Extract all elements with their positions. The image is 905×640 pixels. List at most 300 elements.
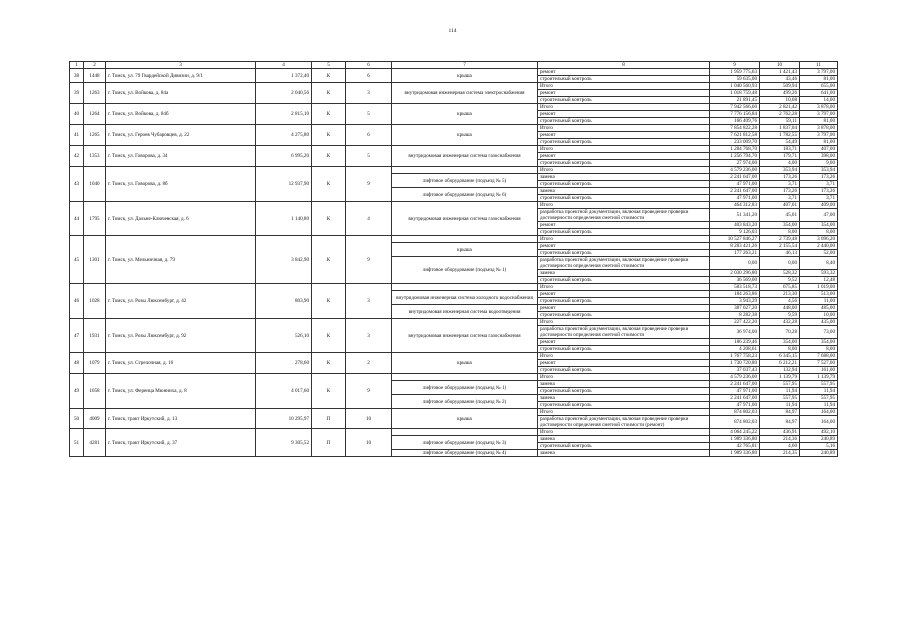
unit-cost: 6 212,21 [760, 360, 800, 367]
table-row [70, 353, 838, 360]
row-number: 51 [70, 429, 84, 457]
area: 9 305,52 [256, 429, 312, 457]
limit-cost: 47,00 [800, 209, 838, 222]
work-type: лифтовое оборудование (подъезд № 5) [392, 174, 538, 188]
limit-cost: 8,00 [800, 229, 838, 236]
floors: 10 [346, 429, 392, 457]
work-type: внутридомовая инженерная система холодного водоснабжения [392, 291, 538, 305]
floors: 9 [346, 167, 392, 202]
limit-cost: 10,00 [800, 312, 838, 319]
cost: 4 208,61 [710, 346, 760, 353]
unit-cost: 2 739,48 [760, 236, 800, 243]
unit-cost: 84,97 [760, 416, 800, 429]
unit-cost: 4,00 [760, 160, 800, 167]
work-item: замена [538, 381, 710, 388]
cost: 874 802,03 [710, 409, 760, 416]
row-number: 45 [70, 236, 84, 284]
house-id: 1265 [84, 125, 106, 146]
header-row [70, 62, 838, 69]
limit-cost: 3 878,00 [800, 104, 838, 111]
unit-cost: 448,00 [760, 305, 800, 312]
limit-cost: 354,00 [800, 339, 838, 346]
cost: 1 730 720,80 [710, 360, 760, 367]
work-type: лифтовое оборудование (подъезд № 4) [392, 450, 538, 457]
work-item: Итого [538, 409, 710, 416]
work-type: лифтовое оборудование (подъезд № 3) [392, 436, 538, 450]
header-cell: 5 [312, 62, 346, 69]
limit-cost: 3 797,00 [800, 132, 838, 139]
work-item: ремонт [538, 69, 710, 76]
unit-cost: 8,00 [760, 346, 800, 353]
unit-cost: 557,95 [760, 395, 800, 402]
house-id: 1795 [84, 202, 106, 236]
unit-cost: 2 762,28 [760, 111, 800, 118]
cost: 2 241 647,00 [710, 188, 760, 195]
area: 6 995,20 [256, 146, 312, 167]
header-cell: 1 [70, 62, 84, 69]
unit-cost: 8,00 [760, 229, 800, 236]
category: К [312, 353, 346, 374]
cost: 3 943,29 [710, 298, 760, 305]
area: 1 140,80 [256, 202, 312, 236]
work-item: ремонт [538, 111, 710, 118]
work-item: строительный контроль [538, 139, 710, 146]
unit-cost: 9,59 [760, 312, 800, 319]
floors: 3 [346, 319, 392, 353]
unit-cost: 3,71 [760, 181, 800, 188]
area: 4 017,60 [256, 374, 312, 409]
limit-cost: 11,94 [800, 388, 838, 395]
cost: 37 037,43 [710, 367, 760, 374]
cost: 464 312,83 [710, 202, 760, 209]
header-cell: 7 [392, 62, 538, 69]
house-id: 1028 [84, 284, 106, 319]
limit-cost: 3 096,20 [800, 236, 838, 243]
unit-cost: 11,94 [760, 402, 800, 409]
unit-cost: 1 139,79 [760, 374, 800, 381]
limit-cost: 7 527,00 [800, 360, 838, 367]
work-type: крыша [392, 104, 538, 125]
house-id: 4009 [84, 409, 106, 429]
work-item: замена [538, 188, 710, 195]
limit-cost: 593,32 [800, 270, 838, 277]
limit-cost: 435,00 [800, 319, 838, 326]
unit-cost: 407,01 [760, 202, 800, 209]
limit-cost: 557,95 [800, 395, 838, 402]
area: 3 842,90 [256, 236, 312, 284]
work-item: ремонт [538, 132, 710, 139]
work-item: разработка проектной документации, включая проведение проверки достоверности определения сметной стоимости (ремонт) [538, 416, 710, 429]
work-item: Итого [538, 429, 710, 436]
area: 2 815,10 [256, 104, 312, 125]
cost: 47 971,00 [710, 402, 760, 409]
limit-cost: 11,00 [800, 298, 838, 305]
work-type: внутридомовая инженерная система газоснабжения [392, 146, 538, 167]
floors: 10 [346, 409, 392, 429]
cost: 10 527 846,27 [710, 236, 760, 243]
work-type: лифтовое оборудование (подъезд № 2) [392, 395, 538, 409]
unit-cost: 132,94 [760, 367, 800, 374]
unit-cost: 528,32 [760, 270, 800, 277]
limit-cost: 14,00 [800, 97, 838, 104]
unit-cost: 2 821,42 [760, 104, 800, 111]
work-type [392, 167, 538, 174]
row-number: 49 [70, 374, 84, 409]
cost: 7 621 812,58 [710, 132, 760, 139]
work-item: строительный контроль [538, 250, 710, 257]
work-item: Итого [538, 146, 710, 153]
address: г. Томск, ул. Говорова, д. 8б [106, 167, 256, 202]
work-item: замена [538, 436, 710, 443]
work-item: Итого [538, 83, 710, 90]
row-number: 47 [70, 319, 84, 353]
limit-cost: 240,89 [800, 450, 838, 457]
limit-cost: 641,00 [800, 90, 838, 97]
work-item: строительный контроль [538, 388, 710, 395]
unit-cost: 84,97 [760, 409, 800, 416]
area: 526,10 [256, 319, 312, 353]
category: К [312, 319, 346, 353]
work-item: строительный контроль [538, 76, 710, 83]
work-item: строительный контроль [538, 160, 710, 167]
cost: 51 341,20 [710, 209, 760, 222]
limit-cost: 164,00 [800, 409, 838, 416]
repair-schedule-table [69, 61, 838, 457]
work-item: ремонт [538, 243, 710, 250]
area: 1 372,40 [256, 69, 312, 83]
cost: 184 263,86 [710, 291, 760, 298]
address: г. Томск, тракт Иркутский, д. 13 [106, 409, 256, 429]
work-item: ремонт [538, 153, 710, 160]
row-number: 38 [70, 69, 84, 83]
table-row [70, 236, 838, 243]
work-item: строительный контроль [538, 346, 710, 353]
work-type: лифтовое оборудование (подъезд № 1) [392, 381, 538, 395]
work-type: внутридомовая инженерная система водоотведения [392, 305, 538, 319]
cost: 1 284 768,70 [710, 146, 760, 153]
header-cell: 2 [84, 62, 106, 69]
limit-cost: 8,00 [800, 346, 838, 353]
cost: 177 263,21 [710, 250, 760, 257]
limit-cost: 407,00 [800, 146, 838, 153]
area: 2 040,56 [256, 83, 312, 104]
limit-cost: 173,26 [800, 188, 838, 195]
unit-cost: 675,85 [760, 284, 800, 291]
cost: 583 518,73 [710, 284, 760, 291]
table-row [70, 374, 838, 381]
cost: 186 239,46 [710, 339, 760, 346]
category: К [312, 83, 346, 104]
area: 10 295,97 [256, 409, 312, 429]
category: К [312, 374, 346, 409]
work-type: внутридомовая инженерная система газоснабжения [392, 202, 538, 236]
row-number: 46 [70, 284, 84, 319]
unit-cost: 1 837,04 [760, 125, 800, 132]
cost: 227 422,20 [710, 319, 760, 326]
work-type: крыша [392, 69, 538, 83]
work-item: Итого [538, 236, 710, 243]
address: г. Томск, ул. Говорова, д. 34 [106, 146, 256, 167]
cost: 7 854 822,28 [710, 125, 760, 132]
table-row [70, 167, 838, 174]
limit-cost: 3 797,00 [800, 69, 838, 76]
floors: 4 [346, 202, 392, 236]
house-id: 1058 [84, 374, 106, 409]
cost: 42 765,81 [710, 443, 760, 450]
cost: 36 569,00 [710, 277, 760, 284]
cost: 1 989 336,80 [710, 436, 760, 443]
work-type [392, 374, 538, 381]
floors: 5 [346, 146, 392, 167]
limit-cost: 7 688,00 [800, 353, 838, 360]
unit-cost: 354,00 [760, 339, 800, 346]
work-item: Итого [538, 374, 710, 381]
area: 278,60 [256, 353, 312, 374]
address: г. Томск, ул. Героев Чубаровцев, д. 22 [106, 125, 256, 146]
limit-cost: 485,00 [800, 305, 838, 312]
limit-cost: 11,94 [800, 402, 838, 409]
limit-cost: 81,00 [800, 76, 838, 83]
address: г. Томск, ул. Мельничная, д. 79 [106, 236, 256, 284]
limit-cost: 5,16 [800, 443, 838, 450]
cost: 2 241 647,00 [710, 381, 760, 388]
header-cell: 11 [800, 62, 838, 69]
limit-cost: 73,00 [800, 326, 838, 339]
work-type: внутридомовая инженерная система газоснабжения [392, 319, 538, 353]
cost: 403 843,20 [710, 222, 760, 229]
limit-cost: 513,00 [800, 291, 838, 298]
limit-cost: 8,40 [800, 257, 838, 270]
limit-cost: 173,26 [800, 174, 838, 181]
work-item: Итого [538, 284, 710, 291]
category: К [312, 167, 346, 202]
row-number: 48 [70, 353, 84, 374]
unit-cost: 353,94 [760, 167, 800, 174]
house-id: 1040 [84, 167, 106, 202]
house-id: 1353 [84, 146, 106, 167]
work-item: строительный контроль [538, 367, 710, 374]
cost: 4 579 236,00 [710, 167, 760, 174]
table-row [70, 125, 838, 132]
work-item: Итого [538, 104, 710, 111]
area: 803,90 [256, 284, 312, 319]
limit-cost: 81,00 [800, 118, 838, 125]
cost: 9 126,03 [710, 229, 760, 236]
unit-cost: 436,91 [760, 429, 800, 436]
limit-cost: 353,94 [800, 167, 838, 174]
floors: 9 [346, 236, 392, 284]
cost: 233 009,70 [710, 139, 760, 146]
floors: 3 [346, 284, 392, 319]
limit-cost: 164,00 [800, 416, 838, 429]
unit-cost: 432,28 [760, 319, 800, 326]
limit-cost: 655,00 [800, 83, 838, 90]
area: 12 937,90 [256, 167, 312, 202]
limit-cost: 12,48 [800, 277, 838, 284]
address: г. Томск, ул. Розы Люксембург, д. 92 [106, 319, 256, 353]
work-item: разработка проектной документации, включая проведение проверки достоверности определения сметной стоимости [538, 257, 710, 270]
cost: 2 241 647,00 [710, 395, 760, 402]
category: К [312, 146, 346, 167]
limit-cost: 240,89 [800, 436, 838, 443]
cost: 59 635,00 [710, 76, 760, 83]
work-item: ремонт [538, 90, 710, 97]
unit-cost: 6 345,15 [760, 353, 800, 360]
limit-cost: 52,00 [800, 250, 838, 257]
cost: 874 802,03 [710, 416, 760, 429]
work-item: замена [538, 174, 710, 181]
category: К [312, 69, 346, 83]
header-cell: 3 [106, 62, 256, 69]
cost: 1 040 560,93 [710, 83, 760, 90]
table-row [70, 104, 838, 111]
house-id: 1931 [84, 319, 106, 353]
house-id: 1301 [84, 236, 106, 284]
row-number: 40 [70, 104, 84, 125]
unit-cost: 213,30 [760, 291, 800, 298]
cost: 4 064 245,22 [710, 429, 760, 436]
table-row [70, 69, 838, 76]
address: г. Томск, ул. Ференца Мюнниха, д. 8 [106, 374, 256, 409]
category: К [312, 104, 346, 125]
unit-cost: 354,00 [760, 222, 800, 229]
table-row [70, 284, 838, 291]
limit-cost: 557,95 [800, 381, 838, 388]
limit-cost: 492,10 [800, 429, 838, 436]
limit-cost: 354,00 [800, 222, 838, 229]
work-type [392, 236, 538, 243]
work-type: крыша [392, 409, 538, 429]
work-type [392, 429, 538, 436]
address: г. Томск, ул. Розы Люксембург, д. 42 [106, 284, 256, 319]
header-cell: 4 [256, 62, 312, 69]
work-item: строительный контроль [538, 402, 710, 409]
cost: 7 776 156,84 [710, 111, 760, 118]
unit-cost: 46,13 [760, 250, 800, 257]
unit-cost: 45,01 [760, 209, 800, 222]
category: К [312, 202, 346, 236]
header-cell: 8 [538, 62, 710, 69]
cost: 166 409,76 [710, 118, 760, 125]
house-id: 1079 [84, 353, 106, 374]
unit-cost: 4,56 [760, 298, 800, 305]
work-item: Итого [538, 125, 710, 132]
unit-cost: 54,49 [760, 139, 800, 146]
work-item: ремонт [538, 360, 710, 367]
floors: 2 [346, 353, 392, 374]
limit-cost: 9,00 [800, 160, 838, 167]
work-type: лифтовое оборудование (подъезд № 1) [392, 257, 538, 284]
work-item: Итого [538, 202, 710, 209]
cost: 1 018 759,48 [710, 90, 760, 97]
cost: 8 282,38 [710, 312, 760, 319]
unit-cost: 9,52 [760, 277, 800, 284]
limit-cost: 1 139,79 [800, 374, 838, 381]
cost: 4 579 236,00 [710, 374, 760, 381]
cost: 36 974,00 [710, 326, 760, 339]
unit-cost: 10,68 [760, 97, 800, 104]
limit-cost: 409,00 [800, 202, 838, 209]
address: г. Томск, ул. Стрелочная, д. 16 [106, 353, 256, 374]
work-item: строительный контроль [538, 312, 710, 319]
work-type: лифтовое оборудование (подъезд № 6) [392, 188, 538, 202]
unit-cost: 1 782,55 [760, 132, 800, 139]
work-item: строительный контроль [538, 181, 710, 188]
work-item: строительный контроль [538, 97, 710, 104]
unit-cost: 2 155,54 [760, 243, 800, 250]
floors: 5 [346, 104, 392, 125]
limit-cost: 3 878,00 [800, 125, 838, 132]
category: П [312, 429, 346, 457]
work-item: Итого [538, 319, 710, 326]
cost: 7 942 566,60 [710, 104, 760, 111]
floors: 9 [346, 374, 392, 409]
category: К [312, 125, 346, 146]
row-number: 50 [70, 409, 84, 429]
work-item: замена [538, 450, 710, 457]
row-number: 41 [70, 125, 84, 146]
limit-cost: 3 797,00 [800, 111, 838, 118]
work-item: строительный контроль [538, 277, 710, 284]
category: П [312, 409, 346, 429]
table-row [70, 319, 838, 326]
unit-cost: 3,71 [760, 195, 800, 202]
cost: 47 971,00 [710, 181, 760, 188]
unit-cost: 214,35 [760, 450, 800, 457]
cost: 2 241 647,00 [710, 174, 760, 181]
cost: 387 027,20 [710, 305, 760, 312]
cost: 2 030 296,80 [710, 270, 760, 277]
house-id: 4281 [84, 429, 106, 457]
address: г. Томск, тракт Иркутский, д. 37 [106, 429, 256, 457]
work-item: строительный контроль [538, 443, 710, 450]
work-item: строительный контроль [538, 195, 710, 202]
page-number: 114 [448, 28, 457, 34]
unit-cost: 509,94 [760, 83, 800, 90]
address: г. Томск, ул. Дальне-Ключевская, д. 6 [106, 202, 256, 236]
work-type [392, 284, 538, 291]
work-item: ремонт [538, 305, 710, 312]
row-number: 44 [70, 202, 84, 236]
cost: 1 989 336,80 [710, 450, 760, 457]
unit-cost: 0,00 [760, 257, 800, 270]
cost: 27 974,00 [710, 160, 760, 167]
limit-cost: 81,00 [800, 139, 838, 146]
cost: 47 971,00 [710, 195, 760, 202]
unit-cost: 499,26 [760, 90, 800, 97]
unit-cost: 179,71 [760, 153, 800, 160]
header-cell: 6 [346, 62, 392, 69]
house-id: 1263 [84, 83, 106, 104]
limit-cost: 3,71 [800, 181, 838, 188]
cost: 1 959 775,63 [710, 69, 760, 76]
work-item: Итого [538, 167, 710, 174]
unit-cost: 4,60 [760, 443, 800, 450]
table-row [70, 429, 838, 436]
work-type: внутридомовая инженерная система электроснабжения [392, 83, 538, 104]
work-item: ремонт [538, 222, 710, 229]
unit-cost: 557,95 [760, 381, 800, 388]
unit-cost: 214,36 [760, 436, 800, 443]
address: г. Томск, ул. Войкова, д. 84а [106, 83, 256, 104]
floors: 6 [346, 125, 392, 146]
limit-cost: 1 019,00 [800, 284, 838, 291]
unit-cost: 173,26 [760, 174, 800, 181]
cost: 1 767 758,23 [710, 353, 760, 360]
work-type: крыша [392, 125, 538, 146]
work-item: строительный контроль [538, 229, 710, 236]
house-id: 1264 [84, 104, 106, 125]
